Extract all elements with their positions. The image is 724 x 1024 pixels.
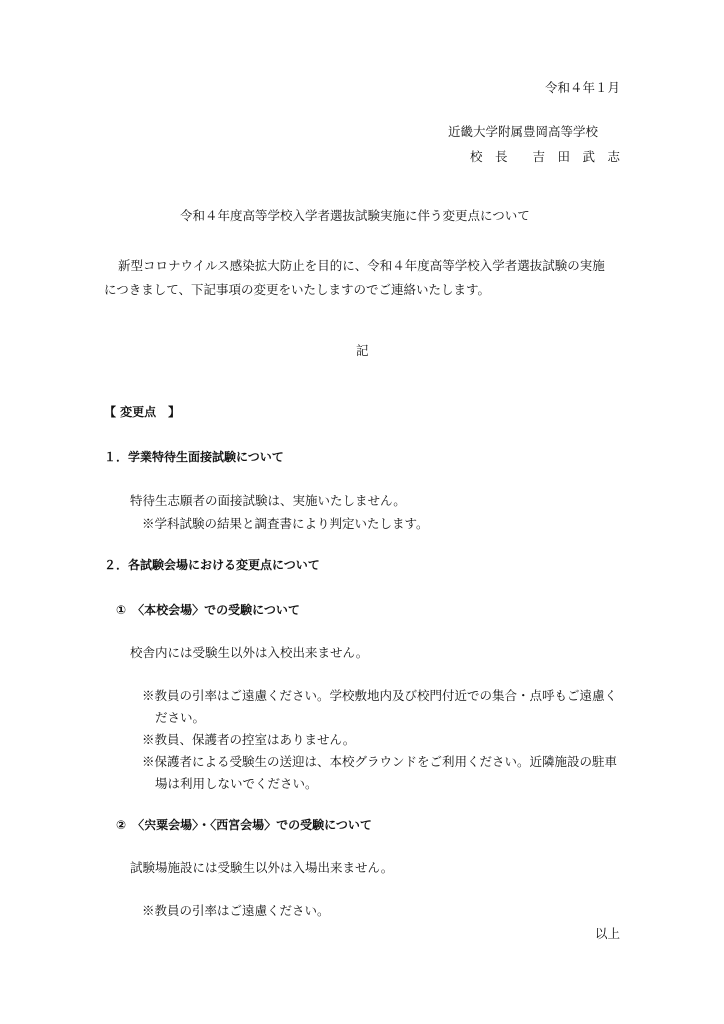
sub1-line-1: 校舎内には受験生以外は入校出来ません。: [130, 645, 369, 660]
document-date: 令和４年１月: [544, 80, 620, 95]
document-title: 令和４年度高等学校入学者選抜試験実施に伴う変更点について: [180, 208, 530, 223]
sub2-heading: ② 〈宍粟会場〉・〈西宮会場〉での受験について: [116, 818, 372, 832]
item2-heading: ２．各試験会場における変更点について: [104, 558, 320, 572]
sub1-note-3a: ※保護者による受験生の送迎は、本校グラウンドをご利用ください。近隣施設の駐車: [142, 754, 618, 769]
sub2-line-1: 試験場施設には受験生以外は入場出来ません。: [130, 860, 394, 875]
item1-note: ※学科試験の結果と調査書により判定いたします。: [142, 516, 429, 531]
sub1-note-3b: 場は利用しないでください。: [155, 776, 318, 791]
intro-line-1: 新型コロナウイルス感染拡大防止を目的に、令和４年度高等学校入学者選抜試験の実施: [118, 258, 605, 273]
sub1-note-1b: ださい。: [155, 710, 206, 725]
closing-mark: 以上: [594, 926, 620, 941]
school-name: 近畿大学附属豊岡高等学校: [448, 124, 599, 139]
principal-name: 校 長 吉 田 武 志: [469, 149, 620, 164]
sub1-note-2: ※教員、保護者の控室はありません。: [142, 732, 356, 747]
sub2-note-1: ※教員の引率はご遠慮ください。: [142, 903, 330, 918]
sub1-heading: ① 〈本校会場〉での受験について: [116, 603, 300, 617]
sub1-note-1a: ※教員の引率はご遠慮ください。学校敷地内及び校門付近での集合・点呼もご遠慮く: [142, 688, 618, 703]
section-heading: 【 変更点 】: [104, 405, 181, 419]
item1-heading: １．学業特待生面接試験について: [104, 450, 284, 464]
intro-line-2: につきまして、下記事項の変更をいたしますのでご連絡いたします。: [104, 282, 491, 297]
ki-heading: 記: [356, 343, 369, 358]
item1-line-1: 特待生志願者の面接試験は、実施いたしません。: [130, 493, 406, 508]
